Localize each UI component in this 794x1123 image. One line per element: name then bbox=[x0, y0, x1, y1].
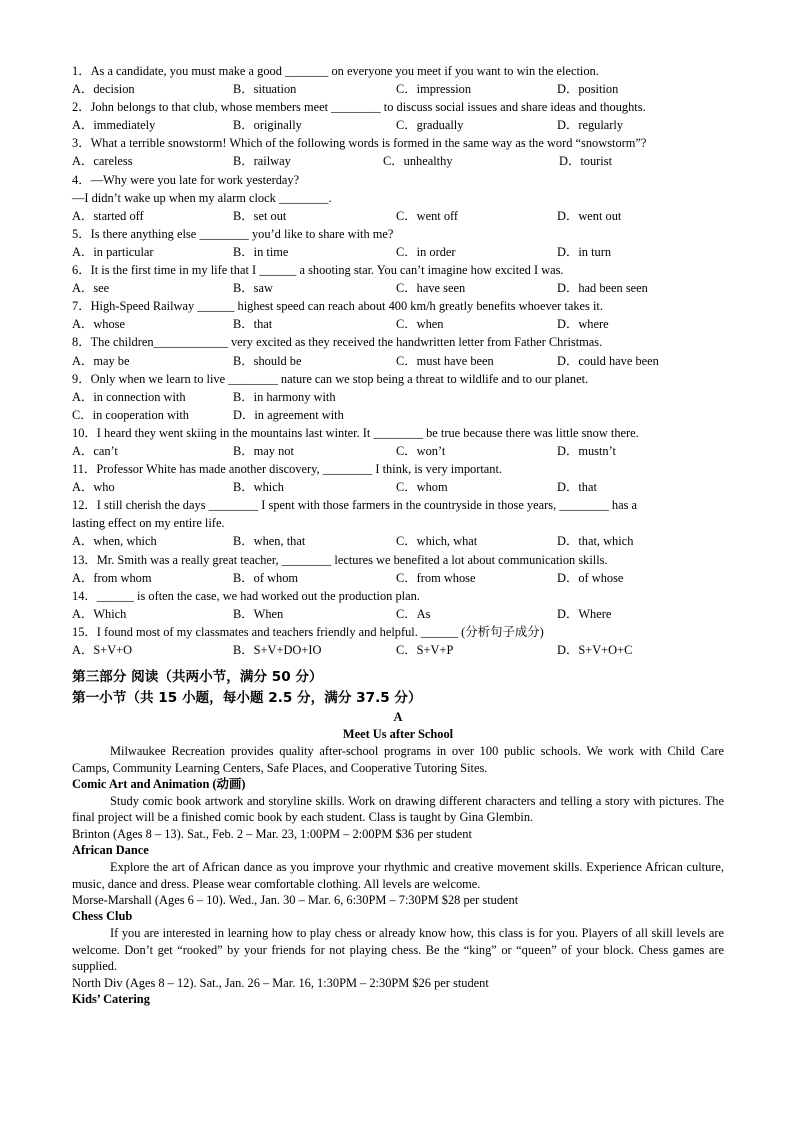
option-b[interactable]: B．originally bbox=[233, 118, 302, 133]
question-5-options bbox=[72, 243, 724, 261]
question-3-options bbox=[72, 152, 724, 170]
question-2-options bbox=[72, 116, 724, 134]
question-10-options bbox=[72, 442, 724, 460]
option-b[interactable]: B．in time bbox=[233, 244, 289, 259]
option-c[interactable]: C．gradually bbox=[396, 118, 464, 133]
option-d[interactable]: D．of whose bbox=[557, 570, 624, 585]
program-heading-african-dance: African Dance bbox=[72, 843, 149, 858]
option-c[interactable]: C．S+V+P bbox=[396, 643, 454, 657]
option-d[interactable]: D．regularly bbox=[557, 118, 624, 133]
option-d[interactable]: D．could have been bbox=[557, 353, 659, 368]
question-14-stem: 14．______ is often the case, we had worked out the production plan. bbox=[72, 588, 420, 603]
option-a[interactable]: A．in particular bbox=[72, 244, 154, 259]
option-a[interactable]: A．when, which bbox=[72, 534, 157, 549]
option-a[interactable]: A．decision bbox=[72, 82, 135, 97]
program-heading-chess-club: Chess Club bbox=[72, 909, 133, 924]
option-d[interactable]: D．S+V+O+C bbox=[557, 643, 633, 657]
option-c[interactable]: C．impression bbox=[396, 82, 472, 97]
option-b[interactable]: B．S+V+DO+IO bbox=[233, 643, 322, 657]
question-12-stem-continued: lasting effect on my entire life. bbox=[72, 516, 225, 531]
option-b[interactable]: B．which bbox=[233, 480, 284, 495]
program-heading-comic-art: Comic Art and Animation (动画) bbox=[72, 776, 246, 791]
question-13-options bbox=[72, 569, 724, 587]
program-details-african-dance: Morse-Marshall (Ages 6 – 10). Wed., Jan. 30 – Mar. 6, 6:30PM – 7:30PM $28 per student bbox=[72, 892, 519, 907]
option-a[interactable]: A．immediately bbox=[72, 118, 156, 133]
option-b[interactable]: B．should be bbox=[233, 353, 302, 368]
question-4-stem: 4．—Why were you late for work yesterday? bbox=[72, 172, 300, 187]
option-c[interactable]: C．must have been bbox=[396, 353, 494, 368]
sub-section-title: 第一小节（共 15 小题，每小题 2.5 分，满分 37.5 分） bbox=[72, 690, 422, 707]
option-d[interactable]: D．in agreement with bbox=[233, 407, 344, 422]
option-a[interactable]: A．in connection with bbox=[72, 389, 186, 404]
program-body-chess-club: If you are interested in learning how to play chess or already know how, this class is for you. Players of all skill levels are welcome. Don’t get “rooked” by your friends for not playing chess. Be the “king” or “queen” of your block. Chess games are supplied. bbox=[72, 926, 724, 974]
question-12-stem: 12．I still cherish the days ________ I spent with those farmers in the countryside in those years, ________ has a bbox=[72, 498, 638, 513]
question-15-options bbox=[72, 641, 724, 659]
option-c[interactable]: C．have seen bbox=[396, 281, 466, 296]
question-4-options bbox=[72, 207, 724, 225]
option-c[interactable]: C．unhealthy bbox=[383, 154, 453, 169]
program-details-comic-art: Brinton (Ages 8 – 13). Sat., Feb. 2 – Mar. 23, 1:00PM – 2:00PM $36 per student bbox=[72, 826, 472, 841]
question-15-stem: 15．I found most of my classmates and teachers friendly and helpful. ______ (分析句子成分) bbox=[72, 624, 544, 639]
passage-title: Meet Us after School bbox=[342, 727, 454, 742]
option-b[interactable]: B．railway bbox=[233, 154, 291, 169]
question-8-options bbox=[72, 352, 724, 370]
question-11-stem: 11．Professor White has made another discovery, ________ I think, is very important. bbox=[72, 462, 503, 477]
section-gap bbox=[72, 659, 724, 667]
option-a[interactable]: A．whose bbox=[72, 317, 125, 332]
option-b[interactable]: B．of whom bbox=[233, 570, 299, 585]
option-c[interactable]: C．in order bbox=[396, 244, 456, 259]
option-c[interactable]: C．in cooperation with bbox=[72, 407, 190, 422]
option-b[interactable]: B．saw bbox=[233, 281, 273, 296]
option-d[interactable]: D．that bbox=[557, 480, 597, 495]
option-a[interactable]: A．from whom bbox=[72, 570, 152, 585]
option-a[interactable]: A．see bbox=[72, 281, 110, 296]
option-c[interactable]: C．which, what bbox=[396, 534, 478, 549]
question-5-stem: 5．Is there anything else ________ you’d like to share with me? bbox=[72, 226, 394, 241]
program-details-chess-club: North Div (Ages 8 – 12). Sat., Jan. 26 – Mar. 16, 1:30PM – 2:30PM $26 per student bbox=[72, 975, 489, 990]
option-c[interactable]: C．went off bbox=[396, 208, 459, 223]
option-a[interactable]: A．can’t bbox=[72, 443, 118, 458]
option-a[interactable]: A．Which bbox=[72, 606, 127, 621]
option-d[interactable]: D．that, which bbox=[557, 534, 634, 549]
option-d[interactable]: D．tourist bbox=[559, 154, 613, 169]
option-c[interactable]: C．As bbox=[396, 606, 431, 621]
question-13-stem: 13．Mr. Smith was a really great teacher, ________ lectures we benefited a lot about communication skills. bbox=[72, 552, 608, 567]
program-body-comic-art: Study comic book artwork and storyline skills. Work on drawing different characters and telling a story with pictures. The final project will be a finished comic book by each student. Class is taught by Gina Glembin. bbox=[72, 793, 724, 825]
option-d[interactable]: D．had been seen bbox=[557, 281, 648, 296]
passage-letter: A bbox=[393, 710, 403, 725]
option-a[interactable]: A．started off bbox=[72, 208, 144, 223]
question-9-options-row2 bbox=[72, 406, 724, 424]
option-b[interactable]: B．when, that bbox=[233, 534, 306, 549]
option-b[interactable]: B．set out bbox=[233, 208, 287, 223]
option-b[interactable]: B．When bbox=[233, 606, 284, 621]
option-d[interactable]: D．in turn bbox=[557, 244, 612, 259]
option-b[interactable]: B．situation bbox=[233, 82, 297, 97]
question-14-options bbox=[72, 605, 724, 623]
question-4-stem-reply: —I didn’t wake up when my alarm clock ________. bbox=[72, 190, 332, 205]
option-c[interactable]: C．from whose bbox=[396, 570, 476, 585]
option-b[interactable]: B．in harmony with bbox=[233, 389, 336, 404]
part-title: 第三部分 阅读（共两小节，满分 50 分） bbox=[72, 669, 323, 686]
question-7-options bbox=[72, 315, 724, 333]
option-c[interactable]: C．whom bbox=[396, 480, 448, 495]
option-d[interactable]: D．Where bbox=[557, 606, 612, 621]
question-1-options bbox=[72, 80, 724, 98]
passage-intro: Milwaukee Recreation provides quality after-school programs in over 100 public schools. We work with Child Care Camps, Community Learning Centers, Safe Places, and Cooperative Tutoring Sites. bbox=[72, 744, 724, 775]
question-11-options bbox=[72, 478, 724, 496]
question-7-stem: 7．High-Speed Railway ______ highest speed can reach about 400 km/h greatly benefits whoever takes it. bbox=[72, 299, 603, 314]
question-10-stem: 10．I heard they went skiing in the mountains last winter. It ________ be true because there was little snow there. bbox=[72, 425, 639, 440]
question-1-stem: 1．As a candidate, you must make a good _______ on everyone you meet if you want to win the election. bbox=[72, 64, 599, 78]
option-b[interactable]: B．may not bbox=[233, 443, 294, 458]
option-c[interactable]: C．won’t bbox=[396, 443, 446, 458]
option-d[interactable]: D．where bbox=[557, 317, 609, 332]
question-6-options bbox=[72, 279, 724, 297]
question-6-stem: 6．It is the first time in my life that I ______ a shooting star. You can’t imagine how excited I was. bbox=[72, 263, 564, 278]
option-a[interactable]: A．careless bbox=[72, 154, 133, 169]
question-9-options-row1 bbox=[72, 388, 724, 406]
question-8-stem: 8．The children____________ very excited as they received the handwritten letter from Father Christmas. bbox=[72, 335, 603, 350]
program-heading-kids-catering: Kids’ Catering bbox=[72, 991, 150, 1006]
option-a[interactable]: A．S+V+O bbox=[72, 643, 133, 657]
question-3-stem: 3．What a terrible snowstorm! Which of the following words is formed in the same way as the word “snowstorm”? bbox=[72, 136, 647, 151]
question-2-stem: 2．John belongs to that club, whose members meet ________ to discuss social issues and share ideas and thoughts. bbox=[72, 100, 646, 115]
option-d[interactable]: D．mustn’t bbox=[557, 443, 616, 458]
exam-page bbox=[72, 62, 724, 1008]
option-a[interactable]: A．may be bbox=[72, 353, 130, 368]
question-12-options bbox=[72, 532, 724, 550]
program-body-african-dance: Explore the art of African dance as you improve your rhythmic and creative movement skills. Experience African culture, music, dance and dress. Please wear comfortable clothing. All levels are welcome. bbox=[72, 860, 724, 891]
option-a[interactable]: A．who bbox=[72, 480, 115, 495]
option-b[interactable]: B．that bbox=[233, 317, 273, 332]
option-c[interactable]: C．when bbox=[396, 317, 444, 332]
option-d[interactable]: D．position bbox=[557, 82, 619, 97]
option-d[interactable]: D．went out bbox=[557, 208, 622, 223]
question-9-stem: 9．Only when we learn to live ________ nature can we stop being a threat to wildlife and to our planet. bbox=[72, 371, 589, 386]
